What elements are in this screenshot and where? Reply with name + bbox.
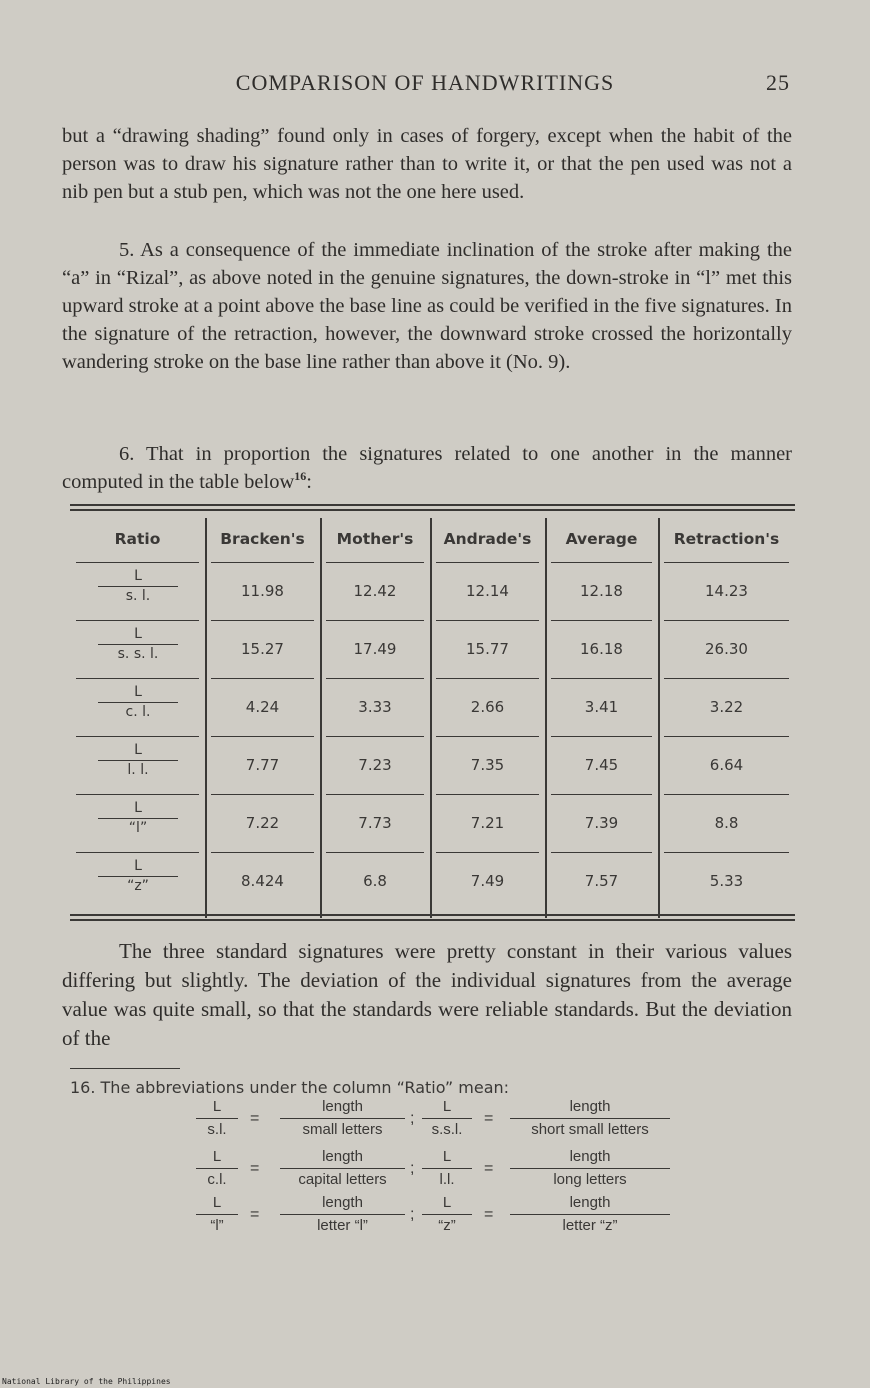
- table-cell: 6.8: [363, 872, 387, 890]
- row-rule: [436, 736, 539, 737]
- fraction-bar: [280, 1214, 405, 1215]
- footnote-numerator: length: [569, 1148, 611, 1165]
- row-rule: [664, 562, 789, 563]
- fraction-bar: [196, 1168, 238, 1169]
- footnote-intro: 16. The abbreviations under the column “Ratio” mean:: [70, 1078, 510, 1097]
- table-bottom-rule-2: [70, 919, 795, 921]
- equals-sign: =: [484, 1160, 494, 1177]
- table-cell: 5.33: [709, 872, 744, 890]
- row-rule: [326, 736, 424, 737]
- footnote-meaning: [280, 1148, 405, 1188]
- row-rule: [551, 620, 652, 621]
- row-rule: [76, 736, 199, 737]
- footnote-ref: 16: [294, 469, 307, 484]
- row-rule: [436, 678, 539, 679]
- row-rule: [76, 794, 199, 795]
- equals-sign: =: [250, 1160, 260, 1177]
- column-header-mothers: Mother's: [336, 530, 414, 548]
- footnote-denominator: c.l.: [207, 1171, 227, 1188]
- footnote-denominator: “l”: [210, 1217, 224, 1234]
- footnote-numerator: L: [212, 1148, 222, 1165]
- column-divider: [430, 518, 432, 918]
- row-rule: [551, 794, 652, 795]
- row-rule: [211, 620, 314, 621]
- row-rule: [76, 562, 199, 563]
- row-rule: [326, 852, 424, 853]
- ratio-fraction: [98, 800, 178, 836]
- fraction-bar: [98, 702, 178, 703]
- ratio-fraction: [98, 626, 178, 662]
- fraction-bar: [98, 644, 178, 645]
- column-header-retractions: Retraction's: [673, 530, 780, 548]
- table-cell: 2.66: [470, 698, 505, 716]
- fraction-bar: [280, 1118, 405, 1119]
- row-rule: [664, 678, 789, 679]
- table-cell: 7.77: [245, 756, 280, 774]
- footnote-abbrev: [422, 1148, 472, 1188]
- paragraph-6: [62, 440, 792, 496]
- fraction-bar: [422, 1168, 472, 1169]
- footnote-numerator: length: [322, 1194, 363, 1211]
- table-cell: 7.57: [584, 872, 619, 890]
- column-header-andrades: Andrade's: [443, 530, 532, 548]
- row-rule: [664, 620, 789, 621]
- ratio-fraction: [98, 568, 178, 604]
- equals-sign: =: [250, 1206, 260, 1223]
- table-cell: 16.18: [580, 640, 623, 658]
- column-divider: [205, 518, 207, 918]
- row-rule: [211, 678, 314, 679]
- footnote-meaning: [280, 1098, 405, 1138]
- separator: ;: [410, 1160, 415, 1177]
- row-rule: [551, 736, 652, 737]
- table-cell: 8.424: [241, 872, 284, 890]
- table-cell: 17.49: [353, 640, 397, 658]
- row-rule: [436, 562, 539, 563]
- table-cell: 3.41: [584, 698, 619, 716]
- footnote-denominator: small letters: [302, 1121, 383, 1138]
- ratio-numerator: L: [134, 684, 142, 700]
- row-rule: [551, 562, 652, 563]
- fraction-bar: [98, 876, 178, 877]
- row-rule: [326, 562, 424, 563]
- paragraph-6-text: 6. That in proportion the signatures related to one another in the manner computed in the table below: [62, 443, 792, 493]
- fraction-bar: [422, 1118, 472, 1119]
- footnote-numerator: L: [442, 1194, 452, 1211]
- ratio-fraction: [98, 684, 178, 720]
- footnote-numerator: length: [322, 1148, 363, 1165]
- ratio-denominator: “z”: [127, 878, 149, 894]
- row-rule: [436, 620, 539, 621]
- row-rule: [664, 794, 789, 795]
- fraction-bar: [510, 1168, 670, 1169]
- row-rule: [664, 736, 789, 737]
- table-cell: 12.18: [580, 582, 623, 600]
- footnote-numerator: L: [442, 1098, 452, 1115]
- paragraph-7: The three standard signatures were pretty constant in their various values differing but slightly. The deviation of the individual signatures from the average value was quite small, so that the standards were reliable standards. But the deviation of the: [62, 939, 792, 1050]
- row-rule: [76, 852, 199, 853]
- footnote-meaning: [510, 1148, 670, 1188]
- ratio-denominator: s. s. l.: [117, 646, 159, 662]
- fraction-bar: [98, 818, 178, 819]
- table-bottom-rule: [70, 914, 795, 916]
- ratio-denominator: s. l.: [125, 588, 151, 604]
- table-cell: 3.22: [709, 698, 744, 716]
- ratio-denominator: l. l.: [127, 762, 149, 778]
- table-cell: 12.42: [353, 582, 397, 600]
- fraction-bar: [98, 586, 178, 587]
- footnote-rule: [70, 1068, 180, 1069]
- row-rule: [211, 562, 314, 563]
- footnote-abbrev: [422, 1194, 472, 1234]
- footnote-abbrev: [196, 1194, 238, 1234]
- ratio-table: [70, 500, 795, 930]
- row-rule: [211, 736, 314, 737]
- fraction-bar: [510, 1214, 670, 1215]
- table-cell: 26.30: [705, 640, 748, 658]
- footnote-abbrev: [422, 1098, 472, 1138]
- ratio-numerator: L: [134, 626, 142, 642]
- row-rule: [326, 620, 424, 621]
- table-cell: 3.33: [358, 698, 392, 716]
- ratio-numerator: L: [134, 800, 142, 816]
- row-rule: [211, 794, 314, 795]
- equals-sign: =: [484, 1110, 494, 1127]
- table-cell: 12.14: [466, 582, 509, 600]
- table-cell: 7.45: [584, 756, 619, 774]
- fraction-bar: [510, 1118, 670, 1119]
- row-rule: [76, 678, 199, 679]
- footnote-meaning: [280, 1194, 405, 1234]
- column-header-average: Average: [565, 530, 638, 548]
- library-credit: National Library of the Philippines: [2, 1377, 171, 1386]
- footnote-numerator: length: [569, 1098, 611, 1115]
- column-divider: [545, 518, 547, 918]
- row-rule: [326, 678, 424, 679]
- table-cell: 7.22: [245, 814, 280, 832]
- row-rule: [664, 852, 789, 853]
- separator: ;: [410, 1206, 415, 1223]
- page-number: 25: [766, 70, 790, 95]
- ratio-fraction: [98, 742, 178, 778]
- footnote-denominator: “z”: [438, 1217, 456, 1234]
- footnote-meaning: [510, 1098, 670, 1138]
- table-top-rule: [70, 504, 795, 506]
- footnote-denominator: l.l.: [439, 1171, 455, 1188]
- table-cell: 7.21: [470, 814, 505, 832]
- footnote-denominator: s.s.l.: [431, 1121, 463, 1138]
- ratio-numerator: L: [134, 568, 142, 584]
- paragraph-6-end: :: [306, 471, 312, 493]
- column-header-brackens: Bracken's: [220, 530, 305, 548]
- table-cell: 8.8: [714, 814, 739, 832]
- footnote-denominator: capital letters: [298, 1171, 387, 1188]
- table-cell: 6.64: [709, 756, 744, 774]
- fraction-bar: [280, 1168, 405, 1169]
- footnote-numerator: L: [212, 1194, 222, 1211]
- fraction-bar: [196, 1214, 238, 1215]
- row-rule: [76, 620, 199, 621]
- table-cell: 15.27: [241, 640, 284, 658]
- table-cell: 14.23: [705, 582, 748, 600]
- column-divider: [320, 518, 322, 918]
- footnote-abbrev: [196, 1148, 238, 1188]
- footnote-denominator: short small letters: [531, 1121, 649, 1138]
- footnote-numerator: length: [569, 1194, 611, 1211]
- footnote-numerator: L: [442, 1148, 452, 1165]
- footnote-denominator: letter “z”: [562, 1217, 618, 1234]
- footnote-numerator: L: [212, 1098, 222, 1115]
- table-top-rule-2: [70, 509, 795, 511]
- running-title: COMPARISON OF HANDWRITINGS: [235, 70, 615, 95]
- ratio-fraction: [98, 858, 178, 894]
- table-cell: 4.24: [245, 698, 280, 716]
- separator: ;: [410, 1110, 415, 1127]
- footnote-numerator: length: [322, 1098, 363, 1115]
- table-cell: 7.73: [358, 814, 392, 832]
- ratio-numerator: L: [134, 858, 142, 874]
- fraction-bar: [422, 1214, 472, 1215]
- table-cell: 7.35: [470, 756, 505, 774]
- row-rule: [436, 852, 539, 853]
- footnote-denominator: s.l.: [207, 1121, 227, 1138]
- footnote-denominator: letter “l”: [317, 1217, 368, 1234]
- table-cell: 7.39: [584, 814, 619, 832]
- footnote-meaning: [510, 1194, 670, 1234]
- row-rule: [551, 852, 652, 853]
- equals-sign: =: [250, 1110, 260, 1127]
- fraction-bar: [196, 1118, 238, 1119]
- fraction-bar: [98, 760, 178, 761]
- row-rule: [211, 852, 314, 853]
- footnote-abbrev: [196, 1098, 238, 1138]
- ratio-denominator: c. l.: [125, 704, 151, 720]
- table-cell: 7.49: [470, 872, 505, 890]
- row-rule: [436, 794, 539, 795]
- row-rule: [551, 678, 652, 679]
- table-cell: 11.98: [241, 582, 284, 600]
- column-divider: [658, 518, 660, 918]
- ratio-numerator: L: [134, 742, 142, 758]
- table-cell: 15.77: [466, 640, 509, 658]
- running-header: [60, 70, 790, 96]
- equals-sign: =: [484, 1206, 494, 1223]
- paragraph-5: 5. As a consequence of the immediate inclination of the stroke after making the “a” in “Rizal”, as above noted in the genuine signatures, the down-stroke in “l” met this upward stroke at a point above the base line as could be verified in the five signatures. In the signature of the retraction, however, the downward stroke crossed the horizontally wandering stroke on the base line rather than above it (No. 9).: [62, 239, 792, 373]
- ratio-denominator: “l”: [128, 820, 148, 836]
- column-header-ratio: Ratio: [114, 530, 161, 548]
- table-cell: 7.23: [358, 756, 392, 774]
- paragraph-1: but a “drawing shading” found only in cases of forgery, except when the habit of the person was to draw his signature rather than to write it, or that the pen used was not a nib pen but a stub pen, which was not the one here used.: [62, 125, 792, 203]
- row-rule: [326, 794, 424, 795]
- footnote-denominator: long letters: [553, 1171, 627, 1188]
